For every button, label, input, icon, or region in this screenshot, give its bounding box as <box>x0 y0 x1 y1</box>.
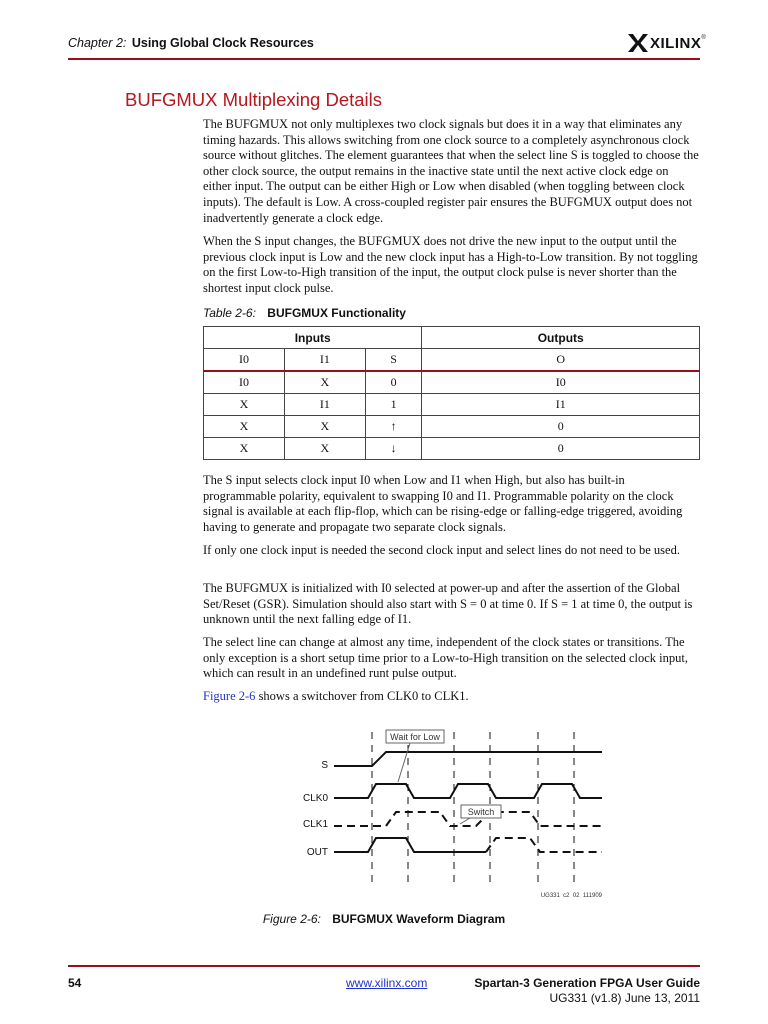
table-cell: 0 <box>365 371 422 394</box>
col-header: I0 <box>204 349 285 372</box>
logo-text: XILINX <box>650 34 702 52</box>
figure-code: UG331_c2_02_111909 <box>540 893 602 898</box>
table-cell: I0 <box>422 371 700 394</box>
inputs-header: Inputs <box>204 327 422 349</box>
table-cell: ↑ <box>365 416 422 438</box>
functionality-table <box>203 326 700 460</box>
s-waveform <box>334 752 602 766</box>
table-cell: X <box>284 371 365 394</box>
figure-reference <box>203 689 700 705</box>
paragraph-3: The S input selects clock input I0 when Low and I1 when High, but also has built-in programmable polarity, equivalent to swapping I0 and I1. Programmable polarity on the clock signal is available at each flip-flop, which can be rising-edge or falling-edge triggered, avoiding having to generate and propagate two separate clock signals. <box>203 473 683 534</box>
chapter-title: Using Global Clock Resources <box>131 36 314 50</box>
wait-for-low-label: Wait for Low <box>390 732 440 742</box>
footer-url-link[interactable]: www.xilinx.com <box>346 976 428 990</box>
paragraph-4: If only one clock input is needed the second clock input and select lines do not need to be used. <box>203 543 680 557</box>
signal-label-out: OUT <box>306 847 328 858</box>
guide-version: UG331 (v1.8) June 13, 2011 <box>549 991 700 1005</box>
table-cell: X <box>284 438 365 460</box>
table-caption <box>203 306 406 320</box>
signal-label-clk0: CLK0 <box>302 793 328 804</box>
table-row <box>204 416 700 438</box>
guide-title: Spartan-3 Generation FPGA User Guide <box>474 976 700 990</box>
table-row <box>204 394 700 416</box>
paragraph-5: The BUFGMUX is initialized with I0 selected at power-up and after the assertion of the Global Set/Reset (GSR). Simulation should also start with S = 0 at time 0. If S = 1 at time 0, the output is unknown until the next falling edge of I1. <box>203 581 693 627</box>
table-caption-label: Table 2-6: <box>203 306 256 320</box>
xilinx-logo <box>628 31 706 55</box>
figure-caption-title: BUFGMUX Waveform Diagram <box>332 912 506 926</box>
chapter-label: Chapter 2: <box>68 36 127 50</box>
table-cell: 0 <box>422 438 700 460</box>
figure-ref-text: shows a switchover from CLK0 to CLK1. <box>255 689 469 703</box>
clk0-waveform <box>334 784 602 798</box>
col-header: S <box>365 349 422 372</box>
page-number: 54 <box>68 976 82 990</box>
table-cell: 0 <box>422 416 700 438</box>
paragraph-6: The select line can change at almost any time, independent of the clock states or transitions. The only exception is a short setup time prior to a Low-to-High transition on the selected clock input, which can result in an undefined runt pulse output. <box>203 635 688 681</box>
header-rule <box>68 58 700 60</box>
table-row <box>204 438 700 460</box>
xilinx-x-icon <box>628 34 648 52</box>
col-header: I1 <box>284 349 365 372</box>
section-title: BUFGMUX Multiplexing Details <box>125 89 383 110</box>
table-cell: ↓ <box>365 438 422 460</box>
table-column-header <box>204 349 700 372</box>
figure-caption-label: Figure 2-6: <box>262 912 321 926</box>
table-cell: X <box>284 416 365 438</box>
paragraph-2: When the S input changes, the BUFGMUX does not drive the new input to the output until the previous clock input is Low and the new clock input has a High-to-Low transition. By not toggling on the first Low-to-High transition of the input, the output clock pulse is never shorter than the shortest input clock pulse. <box>203 234 698 295</box>
logo-registered: ® <box>701 35 706 41</box>
figure-link[interactable]: Figure 2-6 <box>203 689 256 703</box>
signal-label-clk1: CLK1 <box>302 819 328 830</box>
out-waveform-dashed <box>486 838 602 852</box>
table-cell: X <box>204 438 285 460</box>
table-group-header <box>204 327 700 349</box>
table-cell: X <box>204 416 285 438</box>
table-cell: I1 <box>284 394 365 416</box>
col-header: O <box>422 349 700 372</box>
outputs-header: Outputs <box>422 327 700 349</box>
table-cell: I0 <box>204 371 285 394</box>
page-header <box>68 36 314 50</box>
figure-caption <box>0 912 768 926</box>
table-cell: 1 <box>365 394 422 416</box>
footer-rule <box>68 965 700 967</box>
switch-pointer <box>460 818 470 824</box>
table-cell: X <box>204 394 285 416</box>
table-caption-title: BUFGMUX Functionality <box>267 306 406 320</box>
signal-label-s: S <box>321 760 328 771</box>
table-row <box>204 371 700 394</box>
out-waveform-solid <box>334 838 486 852</box>
switch-label: Switch <box>467 807 495 817</box>
waveform-diagram <box>290 728 610 898</box>
paragraph-1: The BUFGMUX not only multiplexes two clock signals but does it in a way that eliminates any timing hazards. This allows switching from one clock source to a completely asynchronous clock source without glitches. The element guarantees that when the select line S is toggled to choose the other clock source, the output remains in the inactive state until the next active clock edge on either input. The output can be either High or Low when disabled (when toggling between clock inputs). The default is Low. A cross-coupled register pair ensures the BUFGMUX output does not inadvertently generate a clock edge. <box>203 117 699 225</box>
table-cell: I1 <box>422 394 700 416</box>
